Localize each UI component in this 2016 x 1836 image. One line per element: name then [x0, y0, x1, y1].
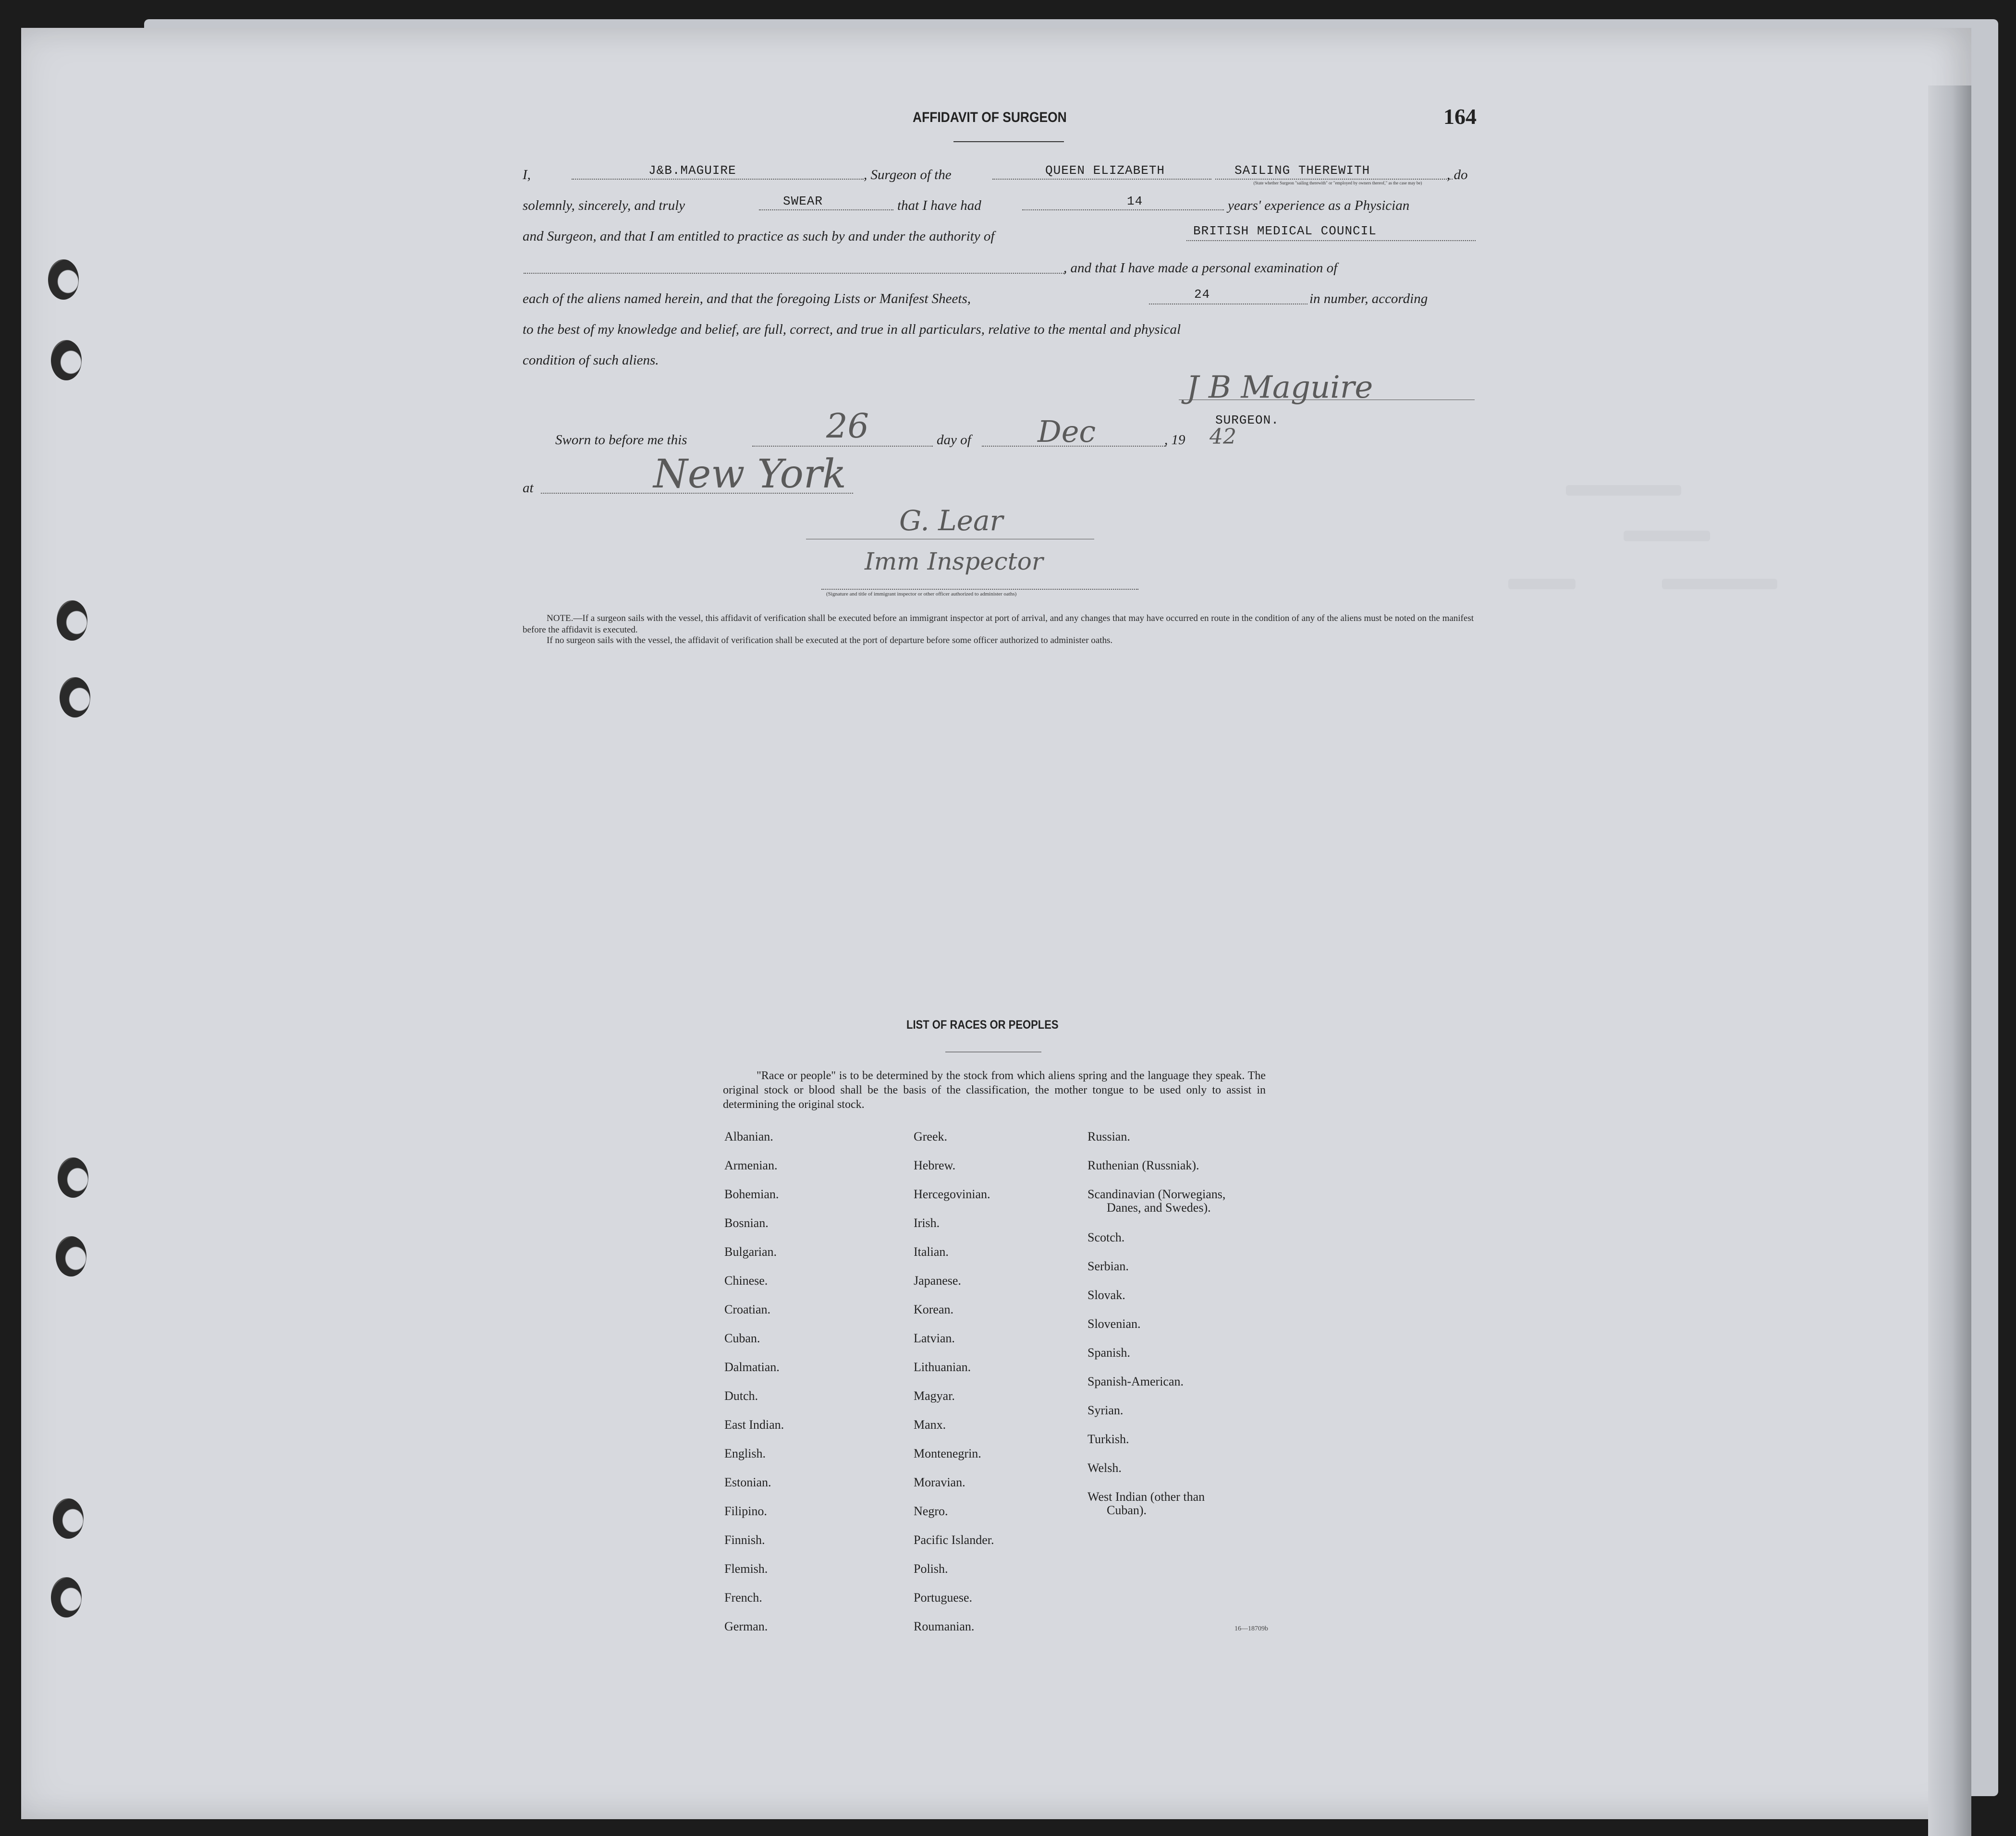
- race-item: Spanish-American.: [1087, 1374, 1184, 1388]
- race-item: Serbian.: [1087, 1259, 1129, 1273]
- affidavit-text: in number, according: [1309, 291, 1428, 306]
- affidavit-note-2: If no surgeon sails with the vessel, the affidavit of verification shall be executed at the port of departure before some officer authorized to administer oaths.: [547, 635, 1113, 645]
- oath-line: [759, 209, 893, 210]
- punch-hole: [56, 1236, 86, 1277]
- race-item: Chinese.: [724, 1274, 768, 1288]
- race-item: Hebrew.: [914, 1158, 956, 1172]
- race-item-line: Cuban).: [1107, 1503, 1147, 1517]
- signature-title: SURGEON.: [1215, 413, 1279, 427]
- races-intro: "Race or people" is to be determined by the stock from which aliens spring and the language they speak. The original stock or blood shall be the basis of the classification, the mother tongue to be used only to assist in determining the original stock.: [723, 1070, 1266, 1111]
- bleed-through-mark: [1624, 531, 1710, 541]
- race-item: Latvian.: [914, 1331, 955, 1345]
- bleed-through-mark: [1566, 485, 1681, 496]
- race-item: Negro.: [914, 1504, 948, 1518]
- affidavit-text: and Surgeon, and that I am entitled to practice as such by and under the authority of: [523, 229, 995, 244]
- race-item: Welsh.: [1087, 1461, 1122, 1475]
- punch-hole: [53, 1498, 84, 1539]
- punch-hole: [57, 600, 87, 641]
- race-item: East Indian.: [724, 1418, 784, 1432]
- race-item: Syrian.: [1087, 1403, 1124, 1417]
- race-item: Bulgarian.: [724, 1245, 777, 1259]
- race-item: Finnish.: [724, 1533, 765, 1547]
- affidavit-text: , do: [1447, 167, 1468, 182]
- race-item: Dutch.: [724, 1389, 758, 1403]
- affidavit-text: Sworn to before me this: [555, 432, 687, 448]
- sheet-count: 24: [1194, 287, 1210, 302]
- race-item: Magyar.: [914, 1389, 955, 1403]
- ship-name-line: [992, 179, 1211, 180]
- race-item: English.: [724, 1447, 766, 1460]
- race-item: Estonian.: [724, 1475, 771, 1489]
- race-item: Italian.: [914, 1245, 949, 1259]
- races-column-3: [1087, 1130, 1270, 1548]
- affidavit-text: solemnly, sincerely, and truly: [523, 198, 685, 213]
- years-line: [1022, 209, 1224, 210]
- race-item-line: West Indian (other than: [1087, 1490, 1205, 1504]
- affidavit-text: to the best of my knowledge and belief, are full, correct, and true in all particulars, relative to the mental and physical: [523, 322, 1181, 337]
- race-item: Montenegrin.: [914, 1447, 981, 1460]
- sworn-month: Dec: [1038, 414, 1096, 449]
- affidavit-text: , and that I have made a personal examination of: [1063, 260, 1338, 276]
- race-item: Greek.: [914, 1130, 948, 1143]
- surgeon-name-line: [572, 179, 864, 180]
- manifest-page: [21, 28, 1971, 1819]
- race-item: Ruthenian (Russniak).: [1087, 1158, 1199, 1172]
- race-item: Bosnian.: [724, 1216, 769, 1230]
- race-item: Japanese.: [914, 1274, 961, 1288]
- affidavit-text: years' experience as a Physician: [1228, 198, 1410, 213]
- inspector-title: Imm Inspector: [865, 547, 1043, 575]
- race-item: Scotch.: [1087, 1230, 1125, 1244]
- years-experience: 14: [1127, 194, 1143, 208]
- races-column-1: [724, 1130, 784, 1649]
- officer-hint: (Signature and title of immigrant inspector or other officer authorized to administer oaths): [826, 591, 1017, 597]
- punch-hole: [58, 1157, 88, 1198]
- race-item: Flemish.: [724, 1562, 768, 1576]
- affidavit-text: day of: [937, 432, 971, 448]
- sworn-day: 26: [826, 406, 869, 446]
- sworn-year: 42: [1210, 425, 1236, 449]
- race-item: Moravian.: [914, 1475, 965, 1489]
- race-item: Turkish.: [1087, 1432, 1129, 1446]
- race-item: Armenian.: [724, 1158, 778, 1172]
- race-item: Bohemian.: [724, 1187, 779, 1201]
- surgeon-name: J&B.MAGUIRE: [648, 163, 736, 178]
- punch-hole: [60, 677, 90, 717]
- race-item: Irish.: [914, 1216, 940, 1230]
- inspector-title-line: [821, 589, 1138, 590]
- punch-hole: [51, 340, 82, 380]
- race-item: [1087, 1490, 1270, 1548]
- page-edge: [1928, 85, 1971, 1836]
- affidavit-title: AFFIDAVIT OF SURGEON: [913, 109, 1067, 125]
- authority-line-2: [524, 273, 1065, 274]
- affidavit-text: at: [523, 480, 534, 496]
- race-item: Manx.: [914, 1418, 946, 1432]
- race-item: Lithuanian.: [914, 1360, 971, 1374]
- affidavit-text: I,: [523, 167, 531, 182]
- race-item: Portuguese.: [914, 1591, 973, 1605]
- title-underline: [953, 141, 1064, 142]
- ship-name: QUEEN ELIZABETH: [1045, 163, 1165, 178]
- race-item: French.: [724, 1591, 762, 1605]
- affidavit-text: condition of such aliens.: [523, 353, 659, 368]
- races-title: LIST OF RACES OR PEOPLES: [906, 1018, 1059, 1032]
- surgeon-status: SAILING THEREWITH: [1234, 163, 1370, 178]
- sworn-place: New York: [653, 451, 846, 497]
- race-item: Hercegovinian.: [914, 1187, 990, 1201]
- race-item: Slovenian.: [1087, 1317, 1141, 1331]
- inspector-signature: G. Lear: [899, 504, 1003, 537]
- punch-hole: [51, 1577, 82, 1617]
- affidavit-text: , 19: [1164, 432, 1185, 448]
- bleed-through-mark: [1508, 579, 1576, 589]
- bleed-through-mark: [1662, 579, 1777, 589]
- races-column-2: [914, 1130, 994, 1649]
- race-item: Pacific Islander.: [914, 1533, 994, 1547]
- race-item: Spanish.: [1087, 1346, 1130, 1360]
- sworn-day-line: [752, 446, 933, 447]
- race-item: Albanian.: [724, 1130, 773, 1143]
- authority: BRITISH MEDICAL COUNCIL: [1193, 224, 1377, 238]
- punch-hole: [48, 259, 79, 300]
- race-item: Korean.: [914, 1302, 954, 1316]
- race-item: German.: [724, 1619, 768, 1633]
- authority-line: [1186, 240, 1476, 241]
- affidavit-text: each of the aliens named herein, and that the foregoing Lists or Manifest Sheets,: [523, 291, 971, 306]
- race-item: Filipino.: [724, 1504, 767, 1518]
- affidavit-text: that I have had: [897, 198, 981, 213]
- race-item: Dalmatian.: [724, 1360, 780, 1374]
- race-item: Slovak.: [1087, 1288, 1125, 1302]
- race-item: Croatian.: [724, 1302, 771, 1316]
- race-item-line: Danes, and Swedes).: [1107, 1201, 1211, 1215]
- affidavit-note: NOTE.—If a surgeon sails with the vessel, this affidavit of verification shall be executed before an immigrant inspector at port of arrival, and any changes that may have occurred en route in the condition of any of the aliens must be noted on the manifest before the affidavit is executed.: [523, 613, 1474, 635]
- race-item-line: Scandinavian (Norwegians,: [1087, 1187, 1226, 1201]
- page-number: 164: [1443, 104, 1477, 129]
- race-item: Cuban.: [724, 1331, 760, 1345]
- race-item: Polish.: [914, 1562, 948, 1576]
- form-number: 16—18709b: [1234, 1625, 1268, 1632]
- oath-word: SWEAR: [783, 194, 823, 208]
- surgeon-signature: J B Maguire: [1186, 370, 1373, 405]
- status-hint: (State whether Surgeon "sailing therewith" or "employed by owners thereof," as the case may be): [1253, 181, 1422, 185]
- race-item: Russian.: [1087, 1130, 1130, 1143]
- affidavit-text: , Surgeon of the: [864, 167, 952, 182]
- status-line: [1215, 179, 1453, 180]
- race-item: Roumanian.: [914, 1619, 975, 1633]
